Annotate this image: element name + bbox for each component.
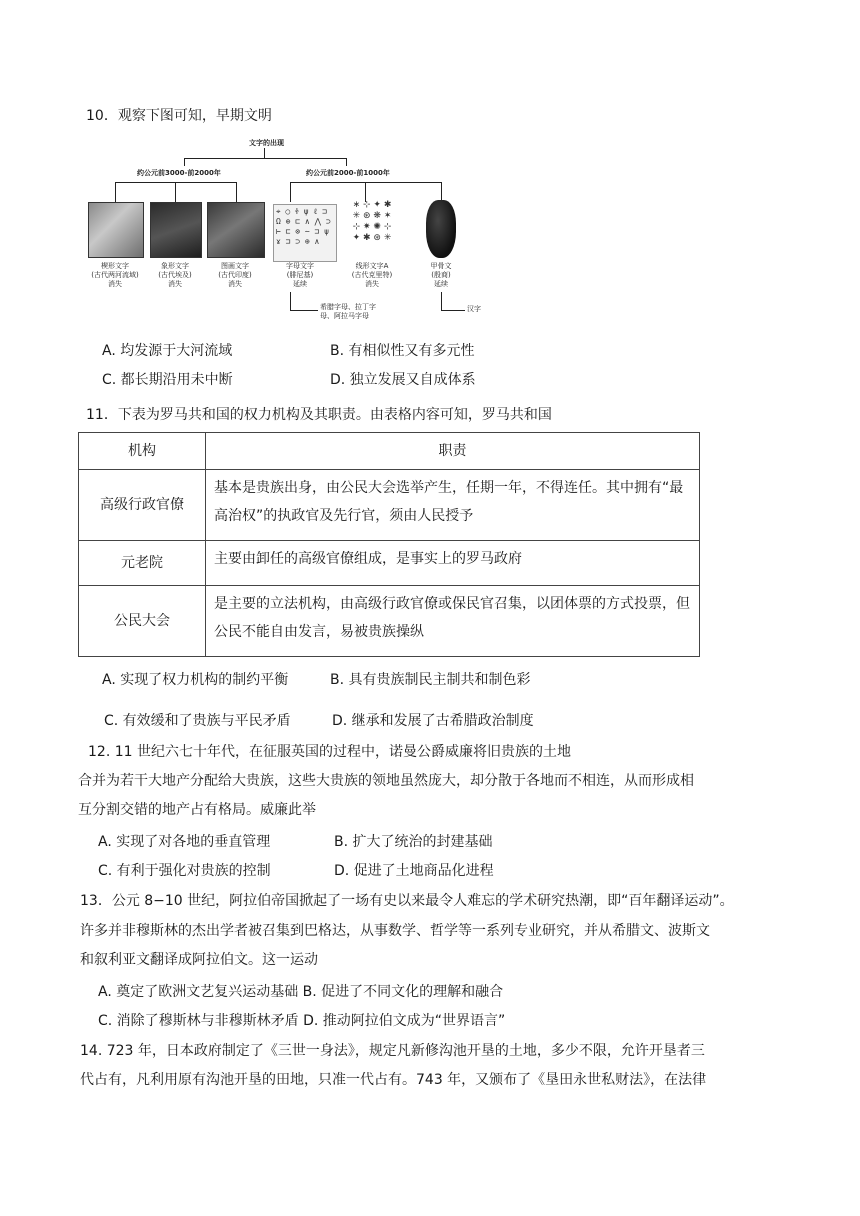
question-10-stem: 10．观察下图可知，早期文明 — [86, 108, 272, 124]
row-duty: 主要由卸任的高级官僚组成，是事实上的罗马政府 — [206, 541, 700, 586]
question-12-line-1: 12. 11 世纪六七十年代，在征服英国的过程中，诺曼公爵威廉将旧贵族的土地 — [88, 744, 571, 760]
header-duty: 职责 — [206, 433, 700, 470]
q11-option-d[interactable]: D. 继承和发展了古希腊政治制度 — [332, 713, 534, 729]
row-org: 公民大会 — [79, 586, 206, 657]
cuneiform-tablet-image — [88, 202, 144, 258]
q10-option-c[interactable]: C. 都长期沿用未中断 — [102, 372, 233, 388]
linear-a-disc-image: ∗ ⊹ ✦ ✱ ✳ ⊛ ❋ ✶ ⊹ ✷ ✺ ⊹ ✦ ✱ ⊛ ✳ — [352, 200, 392, 243]
script-label-5: 线形文字A (古代克里特) 消失 — [351, 262, 393, 288]
q12-option-b[interactable]: B. 扩大了统治的封建基础 — [334, 834, 493, 850]
row-duty: 是主要的立法机构，由高级行政官僚或保民官召集，以团体票的方式投票，但公民不能自由发言，易被贵族操纵 — [206, 586, 700, 657]
figure-title: 文字的出现 — [249, 139, 284, 147]
q12-option-c[interactable]: C. 有利于强化对贵族的控制 — [98, 863, 271, 879]
q11-option-c[interactable]: C. 有效缓和了贵族与平民矛盾 — [104, 713, 291, 729]
question-13-line-2: 许多并非穆斯林的杰出学者被召集到巴格达，从事数学、哲学等一系列专业研究，并从希腊文、波斯文 — [80, 923, 710, 939]
q13-options-cd[interactable]: C. 消除了穆斯林与非穆斯林矛盾 D. 推动阿拉伯文成为“世界语言” — [98, 1013, 506, 1029]
script-label-3: 图画文字 (古代印度) 消失 — [218, 262, 252, 288]
script-label-1: 楔形文字 (古代两河流域) 消失 — [91, 262, 139, 288]
alphabet-script-image: ⌖ ○ Ꮠ ψ ℓ ⊐ Ω ⊕ ⊏ ∧ ⋀ ⊃ ⊢ ⊏ ⊗ ∼ ⊐ ψ ɤ ⊐ ⊃ ⊕ ∧ — [273, 204, 337, 262]
question-13-line-1: 13．公元 8−10 世纪，阿拉伯帝国掀起了一场有史以来最令人难忘的学术研究热潮，即“百年翻译运动”。 — [80, 893, 734, 909]
script-label-4: 字母文字 (腓尼基) 延续 — [286, 262, 314, 288]
row-org: 高级行政官僚 — [79, 470, 206, 541]
row-duty: 基本是贵族出身，由公民大会选举产生，任期一年，不得连任。其中拥有“最高治权”的执政官及先行官，须由人民授予 — [206, 470, 700, 541]
question-12-line-3: 互分割交错的地产占有格局。威廉此举 — [78, 802, 316, 818]
q10-option-b[interactable]: B. 有相似性又有多元性 — [330, 343, 475, 359]
row-org: 元老院 — [79, 541, 206, 586]
question-11-stem: 11．下表为罗马共和国的权力机构及其职责。由表格内容可知，罗马共和国 — [86, 407, 552, 423]
q11-option-a[interactable]: A. 实现了权力机构的制约平衡 — [102, 672, 289, 688]
table-row — [79, 470, 700, 541]
header-org: 机构 — [79, 433, 206, 470]
script-label-6: 甲骨文 (殷商) 延续 — [430, 262, 452, 288]
derived-chinese: 汉字 — [467, 305, 481, 313]
q12-option-a[interactable]: A. 实现了对各地的垂直管理 — [98, 834, 271, 850]
table-row — [79, 586, 700, 657]
oracle-bone-image — [426, 200, 456, 258]
roman-republic-table — [78, 432, 700, 657]
derived-alphabets: 希腊字母、拉丁字母、阿拉马字母 — [320, 303, 376, 320]
q11-option-b[interactable]: B. 具有贵族制民主制共和制色彩 — [330, 672, 531, 688]
question-14-line-2: 代占有，凡利用原有沟池开垦的田地，只准一代占有。743 年，又颁布了《垦田永世私财法》，在法律 — [80, 1072, 707, 1088]
question-14-line-1: 14. 723 年，日本政府制定了《三世一身法》，规定凡新修沟池开垦的土地，多少不限，允许开垦者三 — [80, 1043, 705, 1059]
right-period-label: 约公元前2000-前1000年 — [306, 169, 390, 177]
q13-options-ab[interactable]: A. 奠定了欧洲文艺复兴运动基础 B. 促进了不同文化的理解和融合 — [98, 984, 504, 1000]
table-header-row — [79, 433, 700, 470]
hieroglyph-image — [150, 202, 202, 258]
q10-option-a[interactable]: A. 均发源于大河流域 — [102, 343, 233, 359]
q12-option-d[interactable]: D. 促进了土地商品化进程 — [334, 863, 494, 879]
q10-option-d[interactable]: D. 独立发展又自成体系 — [330, 372, 476, 388]
question-12-line-2: 合并为若干大地产分配给大贵族，这些大贵族的领地虽然庞大，却分散于各地而不相连，从而形成相 — [78, 773, 694, 789]
left-period-label: 约公元前3000-前2000年 — [137, 169, 221, 177]
table-row — [79, 541, 700, 586]
question-13-line-3: 和叙利亚文翻译成阿拉伯文。这一运动 — [80, 952, 318, 968]
script-label-2: 象形文字 (古代埃及) 消失 — [158, 262, 192, 288]
indus-seal-image — [207, 202, 265, 258]
